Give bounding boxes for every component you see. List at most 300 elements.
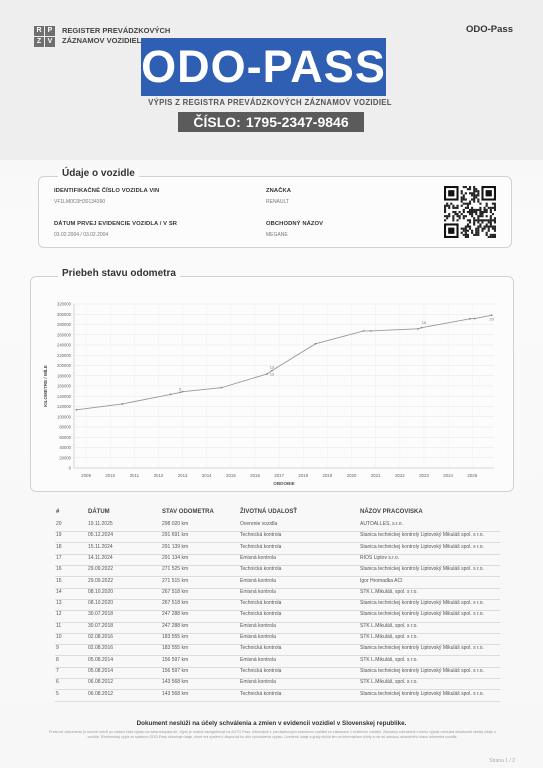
row-workplace: STK L.Mikuláš, spol. s r.o.	[360, 656, 418, 663]
row-date: 06.08.2012	[88, 679, 114, 686]
y-tick-label: 120000	[57, 404, 71, 409]
qr-module	[456, 207, 458, 209]
qr-module	[488, 226, 490, 228]
qr-module	[471, 194, 473, 196]
row-date: 02.08.2016	[88, 634, 114, 640]
row-number: 18	[56, 543, 62, 550]
qr-module	[471, 230, 473, 232]
qr-module	[463, 198, 465, 200]
x-tick-label: 2018	[298, 473, 309, 478]
x-tick-label: 2012	[153, 473, 164, 478]
row-number: 19	[56, 532, 62, 539]
row-number: 11	[56, 622, 62, 629]
odometer-line	[76, 315, 491, 410]
qr-module	[469, 192, 471, 194]
qr-module	[465, 207, 467, 209]
qr-module	[475, 190, 477, 192]
qr-module	[467, 219, 469, 221]
qr-module	[494, 205, 496, 207]
qr-module	[479, 226, 481, 228]
row-date: 05.08.2014	[88, 656, 114, 663]
brand-value: RENAULT	[266, 199, 289, 205]
table-row	[55, 690, 500, 702]
qr-module	[456, 219, 458, 221]
point-label: 15	[421, 320, 427, 326]
point-label: 5	[179, 386, 182, 392]
qr-module	[463, 215, 465, 217]
qr-module	[454, 207, 456, 209]
y-tick-label: 280000	[57, 322, 71, 327]
qr-module	[463, 194, 465, 196]
chart-section-title: Priebeh stavu odometra	[58, 268, 180, 279]
qr-module	[473, 188, 475, 190]
row-event: Technická kontrola	[240, 566, 282, 573]
qr-module	[490, 221, 492, 223]
row-odometer: 267 518 km	[162, 588, 189, 595]
row-odometer: 143 568 km	[162, 690, 189, 697]
qr-module	[494, 226, 496, 228]
qr-module	[481, 213, 483, 215]
row-odometer: 298 020 km	[162, 521, 189, 527]
qr-module	[473, 234, 475, 236]
qr-module	[450, 203, 452, 205]
qr-module	[461, 196, 463, 198]
qr-module	[471, 192, 473, 194]
row-date: 06.08.2012	[88, 690, 114, 697]
qr-module	[490, 209, 492, 211]
qr-module	[490, 215, 492, 217]
qr-module	[473, 219, 475, 221]
qr-module	[490, 236, 492, 238]
qr-module	[492, 234, 494, 236]
footer-disclaimer: Dokument neslúži na účely schválenia a zmien v evidencii vozidiel v Slovenskej republike.	[136, 720, 407, 727]
qr-module	[463, 209, 465, 211]
brand-label: ZNAČKA	[266, 188, 292, 194]
rpz-title-line1: REGISTER PREVÁDZKOVÝCH	[62, 26, 171, 35]
qr-module	[471, 232, 473, 234]
row-date: 02.08.2016	[88, 645, 114, 652]
qr-module	[452, 219, 454, 221]
rpz-logo-letter: R	[34, 26, 44, 36]
qr-module	[463, 203, 465, 205]
qr-module	[461, 192, 463, 194]
qr-module	[477, 219, 479, 221]
qr-module	[477, 234, 479, 236]
table-header-workplace: NÁZOV PRACOVISKA	[360, 509, 423, 515]
qr-module	[454, 213, 456, 215]
row-number: 8	[56, 656, 59, 663]
row-date: 05.12.2024	[88, 532, 114, 539]
row-workplace: Stanica technickej kontroly Liptovský Mikuláš spol. s r.o.	[360, 611, 484, 618]
qr-module	[490, 223, 492, 225]
qr-module	[484, 211, 486, 213]
footer-fine-print: Presnosť dokumentu je možné overiť po zadaní čísla výpisu na www.odopass.sk. Výpis je možné zaregistrovať na AUTO Pass. Informácie z prevádzkových záznamov vozidiel sú získavané z evidencie vozidiel. Záznamy zobrazené v tomto výpise nemusia obsahovať všetky údaje o vozidle. Elektronický výpis zo systému ODO-Pass obsahuje údaje, ktoré má systém k dispozícii ku dňu vyhotovenia výpisu. Uvedené údaje a grafy slúžia len na informatívne účely a nie sú zárukou skutočného stavu odometra vozidla.	[49, 730, 496, 739]
qr-module	[481, 228, 483, 230]
qr-module	[467, 207, 469, 209]
qr-module	[444, 205, 446, 207]
qr-module	[448, 215, 450, 217]
banner-title: ODO-PASS	[141, 41, 386, 92]
qr-module	[465, 198, 467, 200]
data-point	[179, 392, 181, 394]
qr-module	[444, 215, 446, 217]
qr-module	[469, 203, 471, 205]
y-tick-label: 200000	[57, 363, 71, 368]
x-tick-label: 2022	[394, 473, 405, 478]
qr-module	[492, 226, 494, 228]
qr-module	[479, 203, 481, 205]
qr-module	[446, 203, 448, 205]
row-number: 6	[56, 679, 59, 686]
row-event: Technická kontrola	[240, 543, 282, 550]
y-tick-label: 60000	[59, 434, 71, 440]
qr-module	[471, 215, 473, 217]
qr-module	[488, 207, 490, 209]
row-workplace: Stanica technickej kontroly Liptovský Mikuláš spol. s r.o.	[360, 600, 484, 607]
row-number: 15	[56, 577, 62, 584]
qr-module	[467, 234, 469, 236]
qr-module	[473, 223, 475, 225]
qr-module	[467, 230, 469, 232]
qr-module	[490, 234, 492, 236]
qr-module	[465, 215, 467, 217]
row-event: Technická kontrola	[240, 611, 282, 618]
qr-module	[469, 219, 471, 221]
qr-module	[463, 211, 465, 213]
qr-module	[486, 219, 488, 221]
row-workplace: AUTOALLES, s.r.o.	[360, 521, 403, 527]
qr-module	[475, 196, 477, 198]
row-workplace: Igor Hromadka ACI	[360, 577, 403, 584]
qr-module	[473, 190, 475, 192]
qr-module	[473, 221, 475, 223]
qr-module	[477, 201, 479, 203]
qr-module	[456, 205, 458, 207]
row-workplace: Stanica technickej kontroly Liptovský Mikuláš spol. s r.o.	[360, 566, 484, 573]
row-number: 7	[56, 667, 59, 674]
qr-module	[469, 211, 471, 213]
qr-module	[484, 226, 486, 228]
qr-module	[461, 205, 463, 207]
qr-module	[475, 213, 477, 215]
qr-module	[454, 211, 456, 213]
row-event: Technická kontrola	[240, 532, 282, 539]
qr-module	[465, 192, 467, 194]
qr-module	[473, 192, 475, 194]
qr-module	[477, 226, 479, 228]
qr-module	[452, 205, 454, 207]
qr-module	[467, 226, 469, 228]
qr-module	[486, 211, 488, 213]
x-tick-label: 2017	[274, 473, 285, 478]
qr-module	[477, 198, 479, 200]
qr-module	[469, 209, 471, 211]
row-workplace: STK L.Mikuláš, spol. s r.o.	[360, 588, 418, 595]
qr-module	[475, 219, 477, 221]
row-number: 12	[56, 611, 62, 618]
qr-module	[473, 217, 475, 219]
qr-code	[444, 186, 496, 238]
qr-module	[481, 219, 483, 221]
data-point	[363, 330, 365, 332]
qr-module	[475, 209, 477, 211]
qr-module	[461, 190, 463, 192]
qr-module	[490, 219, 492, 221]
page-number: Strana 1 / 2	[489, 758, 515, 764]
x-tick-label: 2024	[443, 473, 454, 478]
row-date: 19.11.2025	[88, 521, 113, 527]
document-number-value: 1795-2347-9846	[245, 114, 349, 130]
row-odometer: 156 597 km	[162, 656, 189, 663]
qr-module	[488, 219, 490, 221]
qr-module	[479, 223, 481, 225]
qr-module	[467, 205, 469, 207]
qr-module	[475, 230, 477, 232]
qr-module	[484, 209, 486, 211]
qr-module	[475, 211, 477, 213]
qr-module	[477, 217, 479, 219]
qr-module	[444, 207, 446, 209]
qr-module	[492, 203, 494, 205]
qr-module	[463, 217, 465, 219]
qr-module	[469, 213, 471, 215]
y-tick-label: 40000	[59, 445, 71, 450]
row-odometer: 291 139 km	[162, 543, 189, 550]
rpz-title-line2: ZÁZNAMOV VOZIDIEL	[62, 36, 142, 45]
qr-module	[471, 209, 473, 211]
qr-module	[469, 228, 471, 230]
qr-module	[459, 217, 461, 219]
qr-module	[461, 201, 463, 203]
qr-module	[471, 213, 473, 215]
row-date: 08.10.2020	[88, 588, 114, 595]
y-tick-label: 320000	[57, 301, 71, 307]
qr-module	[486, 215, 488, 217]
qr-module	[469, 201, 471, 203]
y-tick-label: 260000	[57, 332, 71, 338]
row-workplace: STK L.Mikuláš, spol. s r.o.	[360, 634, 418, 640]
qr-module	[452, 215, 454, 217]
qr-module	[477, 209, 479, 211]
qr-module	[477, 232, 479, 234]
x-tick-label: 2011	[129, 473, 140, 478]
y-tick-label: 140000	[57, 393, 71, 399]
document-number-label: ČÍSLO:	[193, 114, 241, 130]
data-point	[469, 318, 471, 320]
y-tick-label: 0	[68, 465, 71, 471]
qr-module	[471, 211, 473, 213]
qr-module	[477, 228, 479, 230]
qr-module	[486, 203, 488, 205]
qr-module	[446, 205, 448, 207]
row-date: 29.09.2022	[88, 566, 114, 573]
data-point	[417, 328, 419, 330]
qr-module	[459, 215, 461, 217]
rpz-logo-letter: V	[45, 37, 55, 47]
table-header-event: ŽIVOTNÁ UDALOSŤ	[240, 509, 297, 515]
qr-module	[467, 188, 469, 190]
qr-module	[473, 186, 475, 188]
qr-module	[488, 228, 490, 230]
qr-module	[490, 226, 492, 228]
qr-module	[486, 234, 488, 236]
x-tick-label: 2023	[419, 473, 429, 478]
row-workplace: Stanica technickej kontroly Liptovský Mikuláš spol. s r.o.	[360, 532, 484, 539]
qr-module	[484, 207, 486, 209]
qr-module	[446, 215, 448, 217]
qr-module	[481, 230, 483, 232]
qr-module	[494, 221, 496, 223]
qr-module	[486, 205, 488, 207]
row-number: 13	[56, 600, 62, 607]
qr-module	[471, 207, 473, 209]
document-subtitle: VÝPIS Z REGISTRA PREVÁDZKOVÝCH ZÁZNAMOV VOZIDIEL	[148, 98, 392, 107]
row-number: 9	[56, 645, 59, 652]
row-odometer: 183 555 km	[162, 645, 189, 652]
qr-module	[463, 234, 465, 236]
row-odometer: 291 134 km	[162, 554, 189, 561]
data-point	[421, 327, 423, 329]
qr-module	[494, 234, 496, 236]
model-label: OBCHODNÝ NÁZOV	[266, 221, 324, 227]
row-odometer: 143 568 km	[162, 679, 189, 686]
row-number: 20	[56, 521, 62, 527]
qr-module	[494, 236, 496, 238]
row-workplace: RIOS Liptov s.r.o.	[360, 554, 400, 561]
qr-module	[481, 211, 483, 213]
qr-module	[448, 213, 450, 215]
qr-module	[444, 211, 446, 213]
document-number-badge	[178, 112, 364, 132]
rpz-logo-letter: P	[45, 26, 55, 36]
header	[0, 0, 543, 160]
y-tick-label: 180000	[57, 373, 71, 379]
qr-module	[473, 194, 475, 196]
point-label: 13	[269, 371, 275, 377]
data-point	[314, 343, 316, 345]
x-tick-label: 2009	[81, 473, 91, 478]
x-tick-label: 2025	[467, 473, 478, 478]
qr-finder-core	[448, 190, 454, 196]
vehicle-section-title: Údaje o vozidle	[58, 168, 139, 179]
qr-module	[473, 211, 475, 213]
row-date: 05.08.2014	[88, 667, 114, 674]
model-value: MEGANE	[266, 232, 288, 238]
qr-module	[494, 228, 496, 230]
qr-module	[456, 215, 458, 217]
qr-module	[479, 219, 481, 221]
qr-module	[492, 213, 494, 215]
data-point	[170, 394, 172, 396]
qr-module	[488, 236, 490, 238]
data-point	[76, 409, 78, 411]
qr-module	[477, 221, 479, 223]
qr-module	[475, 228, 477, 230]
qr-module	[465, 226, 467, 228]
row-event: Technická kontrola	[240, 645, 282, 652]
row-event: Emisná kontrola	[240, 656, 276, 663]
qr-module	[459, 211, 461, 213]
vin-value: VF1LM0C0H30134390	[54, 199, 106, 205]
qr-module	[473, 198, 475, 200]
x-tick-label: 2014	[201, 473, 212, 478]
qr-module	[473, 209, 475, 211]
row-workplace: STK L.Mikuláš, spol. s r.o.	[360, 679, 418, 686]
qr-module	[481, 215, 483, 217]
row-odometer: 291 691 km	[162, 532, 189, 539]
qr-module	[465, 230, 467, 232]
row-date: 15.11.2024	[88, 543, 113, 550]
row-number: 5	[56, 690, 59, 697]
qr-module	[444, 219, 446, 221]
qr-module	[463, 228, 465, 230]
qr-module	[467, 236, 469, 238]
point-label: 20	[489, 316, 494, 322]
table-header-date: DÁTUM	[88, 509, 110, 515]
qr-module	[471, 198, 473, 200]
qr-module	[486, 209, 488, 211]
row-event: Technická kontrola	[240, 667, 282, 674]
qr-module	[473, 201, 475, 203]
qr-module	[494, 203, 496, 205]
qr-module	[479, 207, 481, 209]
row-workplace: STK L.Mikuláš, spol. s r.o.	[360, 622, 418, 629]
qr-module	[477, 215, 479, 217]
qr-module	[465, 203, 467, 205]
qr-module	[484, 228, 486, 230]
qr-module	[463, 196, 465, 198]
row-event: Overenie vozidla	[240, 521, 278, 527]
y-axis-label: KILOMETRE / MÍLE	[43, 365, 48, 407]
qr-module	[492, 236, 494, 238]
data-point	[474, 318, 476, 320]
row-odometer: 267 518 km	[162, 600, 189, 607]
qr-module	[473, 196, 475, 198]
row-number: 10	[56, 634, 62, 640]
qr-module	[486, 232, 488, 234]
row-event: Emisná kontrola	[240, 577, 276, 584]
qr-module	[481, 221, 483, 223]
qr-module	[475, 234, 477, 236]
y-tick-label: 240000	[57, 342, 71, 348]
qr-module	[475, 232, 477, 234]
qr-module	[490, 211, 492, 213]
qr-module	[461, 213, 463, 215]
qr-module	[469, 188, 471, 190]
row-workplace: Stanica technickej kontroly Liptovský Mikuláš spol. s r.o.	[360, 645, 484, 652]
row-workplace: Stanica technickej kontroly Liptovský Mikuláš spol. s r.o.	[360, 667, 484, 674]
qr-module	[452, 211, 454, 213]
qr-module	[469, 186, 471, 188]
x-tick-label: 2015	[226, 473, 236, 478]
x-tick-label: 2016	[250, 473, 260, 478]
row-date: 14.11.2024	[88, 554, 113, 561]
qr-finder-core	[448, 228, 454, 234]
qr-module	[490, 207, 492, 209]
qr-module	[465, 234, 467, 236]
qr-module	[469, 221, 471, 223]
data-point	[220, 387, 222, 389]
row-odometer: 271 515 km	[162, 577, 189, 584]
qr-module	[465, 232, 467, 234]
row-odometer: 247 288 km	[162, 611, 189, 618]
qr-module	[488, 230, 490, 232]
data-point	[121, 403, 123, 405]
y-tick-label: 300000	[57, 311, 71, 317]
qr-module	[479, 209, 481, 211]
qr-module	[479, 215, 481, 217]
y-tick-label: 160000	[57, 383, 71, 389]
